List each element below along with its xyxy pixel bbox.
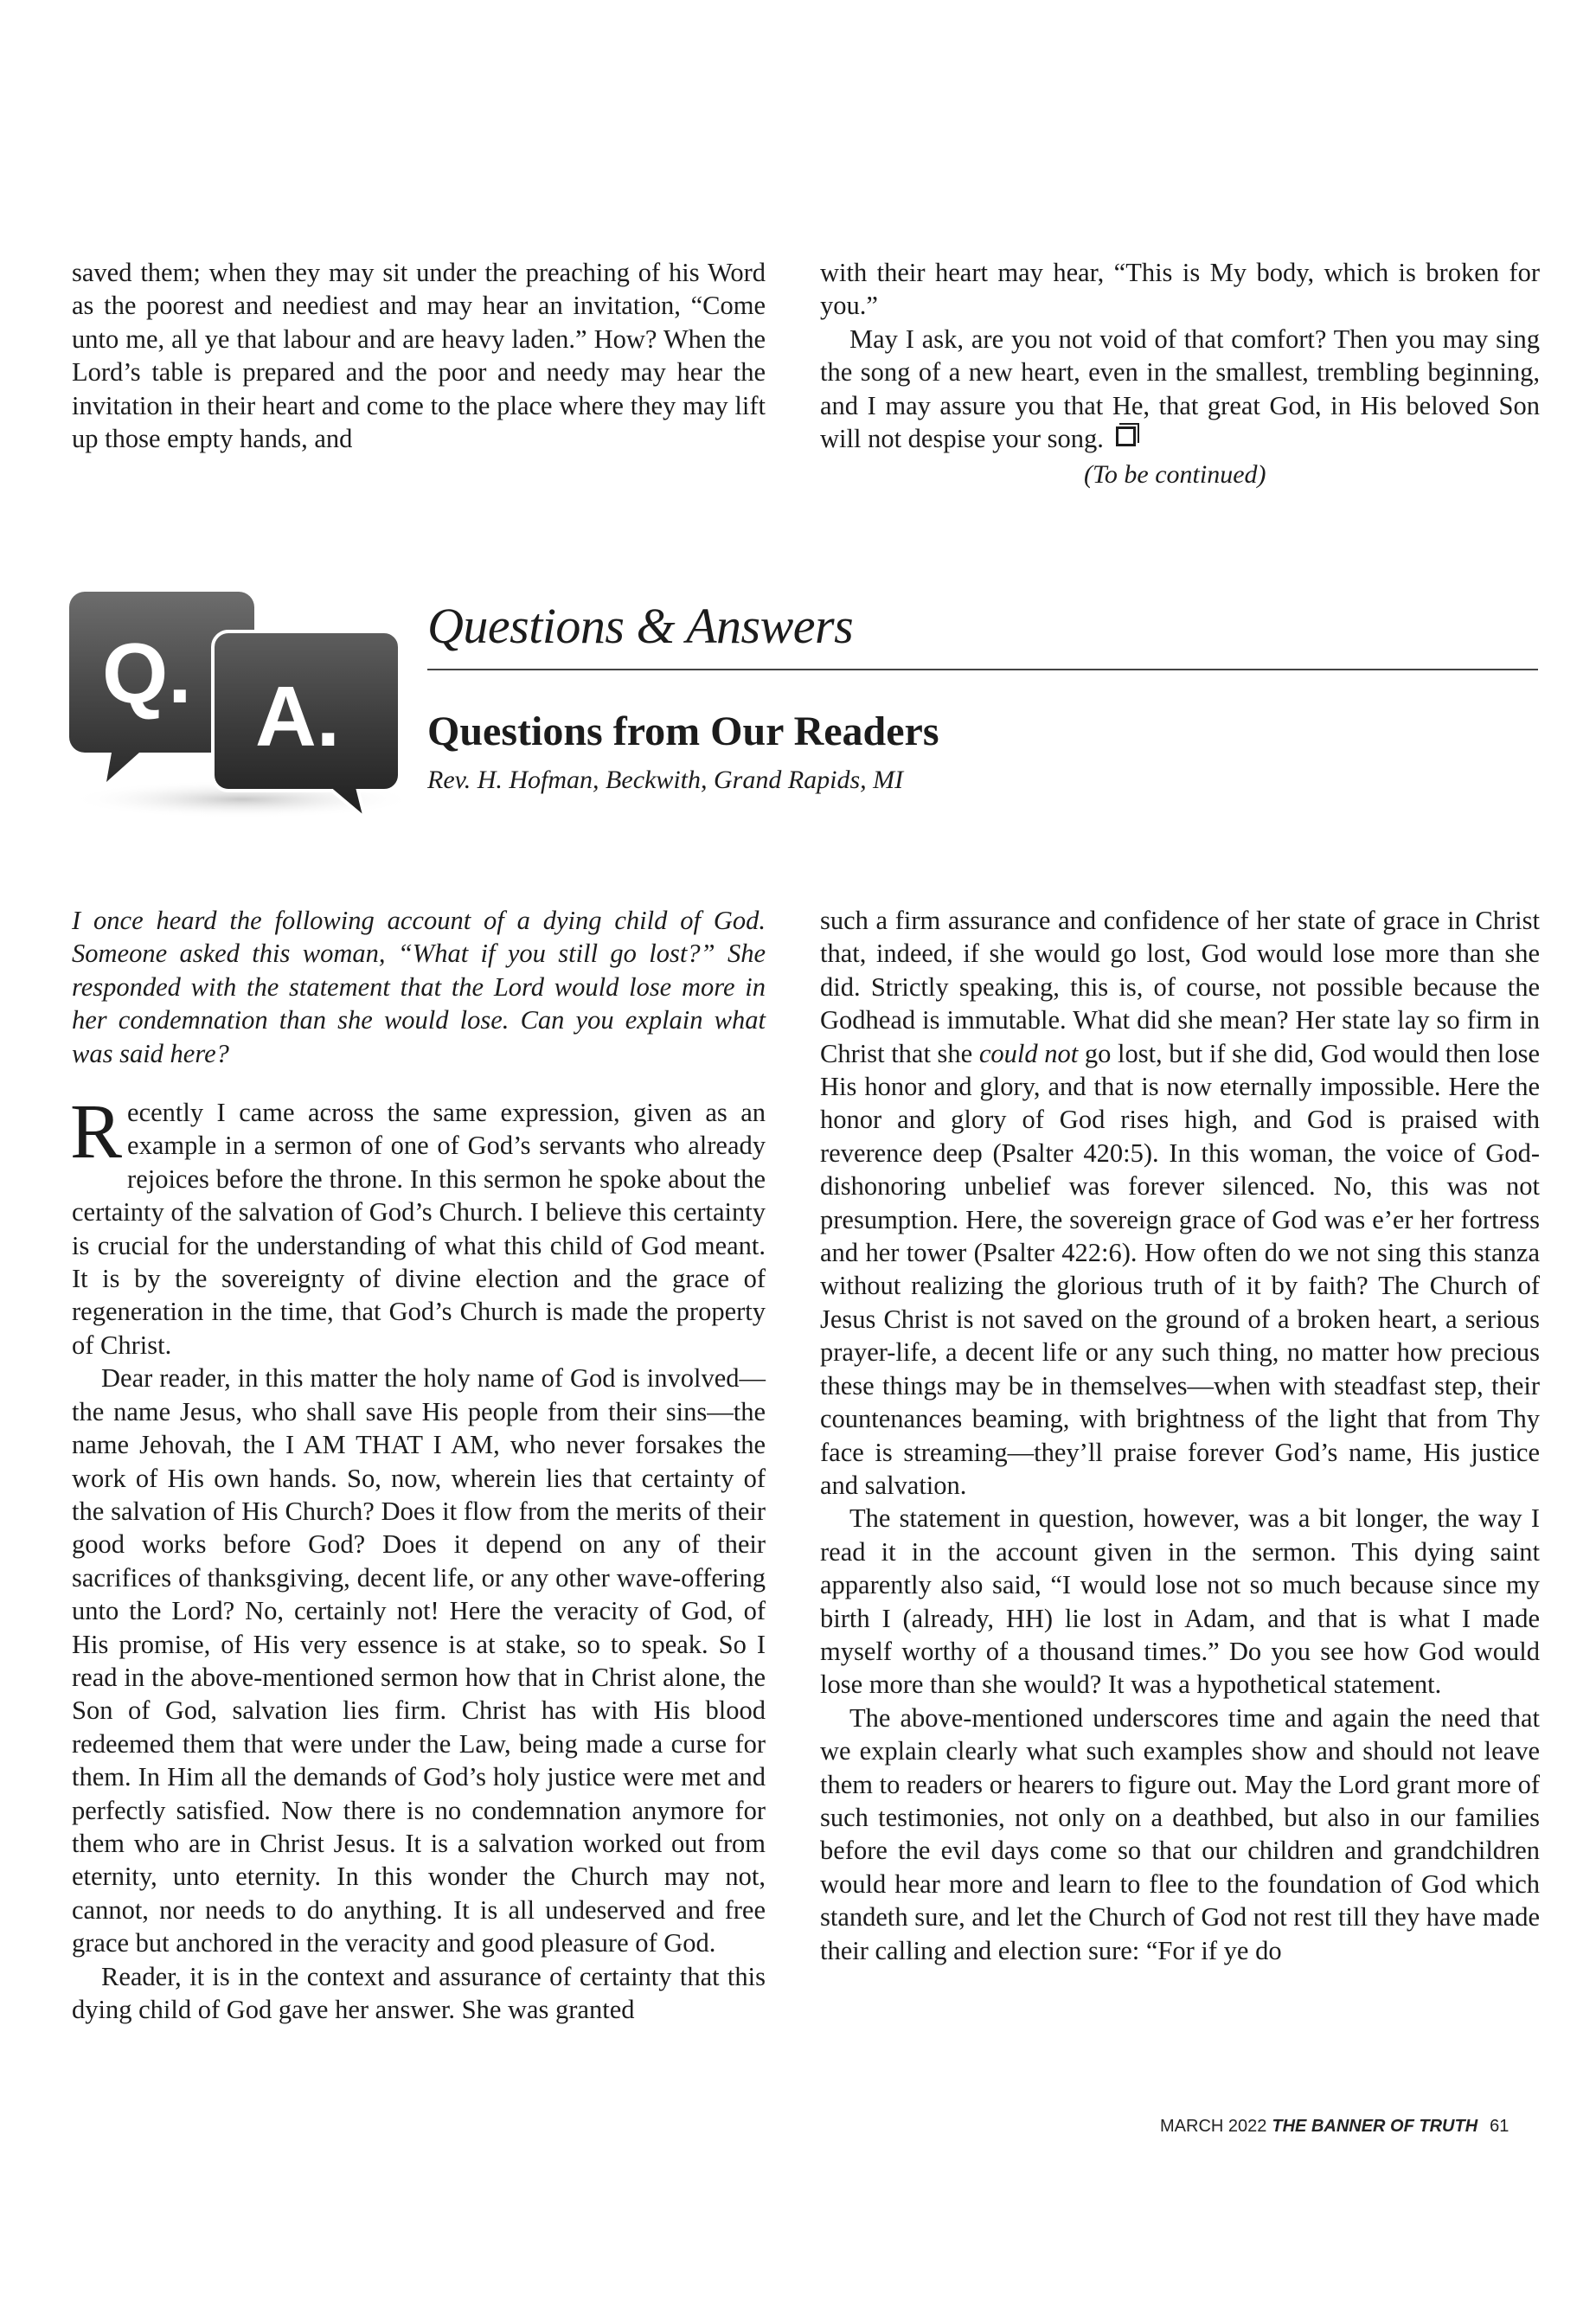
article-byline: Rev. H. Hofman, Beckwith, Grand Rapids, MI: [427, 766, 904, 794]
logo-a-letter: A.: [255, 669, 340, 764]
section-title: Questions & Answers: [427, 598, 854, 654]
paragraph-text: such a firm assurance and confidence of her state of grace in Christ that, indeed, if she would go lost, God would lose more than she did. Strictly speaking, this is, of course, not possible because the Godhead is immutable. What did she mean? Her state lay so firm in Christ that she: [820, 906, 1540, 1068]
emphasis-text: could not: [978, 1038, 1079, 1068]
article-title: Questions from Our Readers: [427, 708, 939, 754]
section-divider: [427, 669, 1538, 670]
qa-speech-bubbles-icon: [61, 581, 415, 824]
continued-text-right-column: [820, 256, 1540, 455]
paragraph: The above-mentioned underscores time and again the need that we explain clearly what such examples show and should not leave them to readers or hearers to figure out. May the Lord grant more of such testimonies, not only on a deathbed, but also in our families before the evil days come so that our children and grandchildren would hear more and learn to flee to the foundation of God which standeth sure, and let the Church of God not rest till they have made their calling and election sure: “For if ye do: [820, 1702, 1540, 1965]
paragraph: Dear reader, in this matter the holy name of God is involved—the name Jesus, who shall save His people from their sins—the name Jehovah, the I AM THAT I AM, who never forsakes the work of His own hands. So, now, wherein lies that certainty of the salvation of His Church? Does it flow from the merits of their good works before God? Does it depend on any of their sacrifices of thanksgiving, decent life, or any other wave-offering unto the Lord? No, certainly not! Here the veracity of God, of His promise, of His very essence is at stake, so to speak. So I read in the above-mentioned sermon how that in Christ alone, the Son of God, salvation lies firm. Christ has with His blood redeemed them that were under the Law, being made a curse for them. In Him all the demands of God’s holy justice were met and perfectly satisfied. Now there is no condemnation anymore for them who are in Christ Jesus. It is a salvation worked out from eternity, unto eternity. In this wonder the Church may not, cannot, nor needs to do anything. It is all undeserved and free grace but anchored in the veracity and good pleasure of God.: [72, 1363, 766, 1958]
paragraph-text: go lost, but if she did, God would then lose His honor and glory, and that is now eternally impossible. Here the honor and glory of God rises high, and God is praised with reverence deep (Psalter 420:5). In this woman, the voice of God-dishonoring unbelief was forever silenced. No, this was not presumption. Here, the sovereign grace of God was e’er her fortress and her tower (Psalter 422:6). How often do we not sing this stanza without realizing the glorious truth of it by faith? The Church of Jesus Christ is not saved on the ground of a broken heart, a serious prayer-life, a decent life or any such thing, no matter how precious these things may be in themselves—when with steadfast step, their countenances beaming, with brightness of the light that from Thy face is streaming—they’ll praise forever God’s name, His justice and salvation.: [820, 1038, 1540, 1500]
paragraph: [70, 1089, 766, 1362]
footer-date: MARCH 2022: [1160, 2117, 1267, 2136]
page-footer: [1160, 2117, 1509, 2137]
paragraph-text: May I ask, are you not void of that comfort? Then you may sing the song of a new heart, even in the smallest, trembling beginning, and I may assure you that He, that great God, in His beloved Son will not despise your song.: [820, 324, 1540, 454]
paragraph: The statement in question, however, was a bit longer, the way I read it in the account given in the sermon. This dying saint apparently also said, “I would lose not so much because since my birth I (already, HH) lie lost in Adam, and that is what I made myself worthy of a thousand times.” Do you see how God would lose more than she would? It was a hypothetical statement.: [820, 1503, 1540, 1700]
paragraph: with their heart may hear, “This is My body, which is broken for you.”: [820, 258, 1540, 321]
article-left-column: [72, 904, 766, 2026]
paragraph-text: ecently I came across the same expression, given as an example in a sermon of one of God’s servants who already rejoices before the throne. In this sermon he spoke about the certainty of the salvation of God’s Church. I believe this certainty is crucial for the understanding of what this child of God meant. It is by the sovereignty of divine election and the grace of regeneration in the time, that God’s Church is made the property of Christ.: [72, 1098, 766, 1360]
reader-question: I once heard the following account of a dying child of God. Someone asked this woman, “What if you still go lost?” She responded with the statement that the Lord would lose more in her condemnation than she would lose. Can you explain what was said here?: [72, 906, 766, 1068]
article-right-column: [820, 904, 1540, 1967]
logo-q-letter: Q.: [102, 625, 192, 721]
continued-text-left-column: [72, 256, 766, 455]
end-of-article-mark-icon: [1116, 426, 1136, 446]
paragraph: Reader, it is in the context and assurance of certainty that this dying child of God gave her answer. She was granted: [72, 1961, 766, 2024]
drop-cap: R: [70, 1089, 123, 1176]
paragraph: [820, 323, 1540, 456]
paragraph: [820, 904, 1540, 1502]
paragraph: saved them; when they may sit under the preaching of his Word as the poorest and neediest and may hear an invitation, “Come unto me, all ye that labour and are heavy laden.” How? When the Lord’s table is prepared and the poor and needy may hear the invitation in their heart and come to the place where they may lift up those empty hands, and: [72, 258, 766, 454]
to-be-continued-note: (To be continued): [1084, 460, 1266, 489]
footer-publication: THE BANNER OF TRUTH: [1272, 2117, 1478, 2136]
page-number: 61: [1490, 2117, 1509, 2136]
